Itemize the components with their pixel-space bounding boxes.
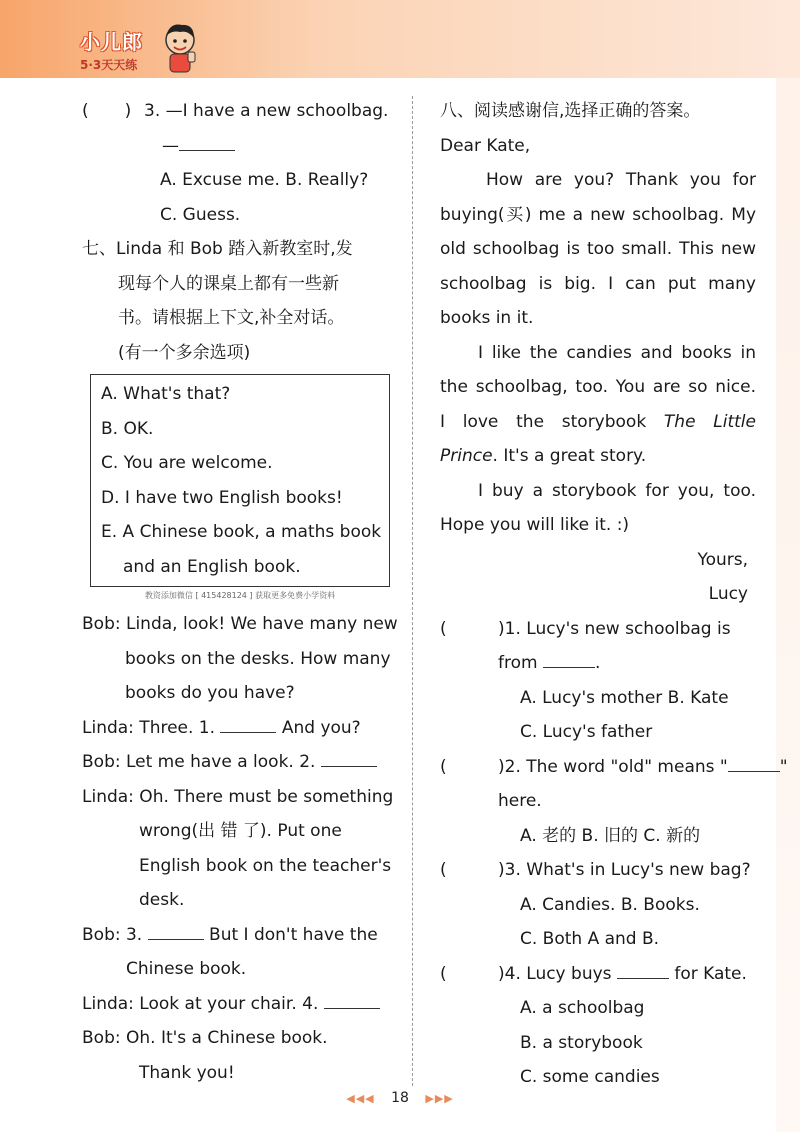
- question-3: [82, 94, 398, 129]
- section-7-line4: (有一个多余选项): [118, 342, 251, 363]
- option-e-cont: and an English book.: [123, 556, 301, 577]
- series-logo: [80, 26, 143, 73]
- section-7-title: 七、Linda 和 Bob 踏入新教室时,发: [82, 239, 353, 259]
- letter-p1-2: buying(买) me a new schoolbag. My: [440, 204, 756, 225]
- letter-closing: Yours,: [697, 549, 748, 570]
- answer-paren[interactable]: ( ): [82, 101, 132, 121]
- linda-line-1: Linda: Three. 1. And you?: [82, 711, 398, 746]
- section-7-line3: 书。请根据上下文,补全对话。: [118, 308, 345, 328]
- book-title: The Little: [663, 411, 756, 432]
- r-question-2b: here.: [498, 791, 542, 811]
- watermark-note: 教资添加微信 [ 415428124 ] 获取更多免费小学资料: [144, 591, 336, 600]
- r-q4-option-a: A. a schoolbag: [520, 998, 645, 1018]
- options-box: [90, 374, 390, 587]
- page-number: 18: [391, 1090, 409, 1106]
- letter-p1-4: schoolbag is big. I can put many: [440, 273, 756, 294]
- section-8-title: 八、阅读感谢信,选择正确的答案。: [440, 101, 701, 121]
- option-e: E. A Chinese book, a maths book: [101, 522, 382, 542]
- letter-p2-2: the schoolbag, too. You are so nice.: [440, 377, 756, 397]
- letter-p1-3: old schoolbag is too small. This new: [440, 239, 756, 259]
- letter-p2-3: I love the storybook The Little: [440, 411, 756, 432]
- prev-arrows-icon: ◀◀◀: [346, 1092, 375, 1105]
- logo-title: 小儿郎: [80, 30, 143, 54]
- letter-signature: Lucy: [708, 584, 748, 604]
- letter-p2-4: Prince. It's a great story.: [440, 446, 647, 466]
- blank-3[interactable]: [148, 921, 204, 940]
- dialogue: [82, 607, 398, 1090]
- letter-p1-5: books in it.: [440, 308, 534, 328]
- letter-p2-1: I like the candies and books in: [478, 342, 756, 363]
- question-number: 3.: [144, 101, 161, 121]
- linda-line-2d: desk.: [139, 890, 185, 910]
- bob-line-1c: books do you have?: [125, 683, 295, 703]
- r-question-2: ( )2. The word "old" means " ": [440, 750, 756, 785]
- page-footer: [0, 1090, 800, 1106]
- options-ab: A. Excuse me. B. Really?: [160, 170, 369, 190]
- option-c: C. Guess.: [160, 204, 241, 225]
- bob-line-3: Bob: 3. But I don't have the: [82, 918, 398, 953]
- option-c-box: C. You are welcome.: [101, 453, 273, 473]
- linda-line-2c: English book on the teacher's: [139, 855, 392, 876]
- r-q4-option-b: B. a storybook: [520, 1032, 643, 1053]
- letter-p3-2: Hope you will like it. :): [440, 515, 630, 535]
- answer-line: —: [82, 129, 398, 164]
- blank-4[interactable]: [324, 990, 380, 1009]
- answer-blank[interactable]: [179, 132, 235, 151]
- linda-line-2: Linda: Oh. There must be something: [82, 786, 394, 807]
- letter-p1-1: How are you? Thank you for: [486, 170, 756, 190]
- bob-line-1: Bob: Linda, look! We have many new: [82, 614, 398, 634]
- mascot-icon: [160, 22, 200, 76]
- r-q3-option-c: C. Both A and B.: [520, 929, 660, 949]
- r-q1-options-ab: A. Lucy's mother B. Kate: [520, 687, 729, 708]
- page-edge-tint: [776, 0, 800, 1132]
- answer-blank[interactable]: [728, 753, 780, 772]
- answer-blank[interactable]: [543, 649, 595, 668]
- option-a: A. What's that?: [101, 384, 231, 404]
- column-divider: [412, 96, 413, 1086]
- answer-paren[interactable]: (: [440, 618, 447, 639]
- r-question-3: ( )3. What's in Lucy's new bag?: [440, 853, 756, 888]
- bob-line-3b: Chinese book.: [126, 959, 247, 979]
- r-question-1b: from .: [440, 646, 756, 681]
- answer-blank[interactable]: [617, 960, 669, 979]
- book-title-end: Prince: [440, 446, 493, 466]
- bob-line-1b: books on the desks. How many: [125, 648, 391, 669]
- answer-paren[interactable]: (: [440, 860, 447, 880]
- linda-line-3: Linda: Look at your chair. 4.: [82, 987, 398, 1022]
- bob-line-2: Bob: Let me have a look. 2.: [82, 745, 398, 780]
- right-column: [440, 94, 788, 1095]
- bob-line-4b: Thank you!: [139, 1062, 235, 1083]
- option-b: B. OK.: [101, 418, 154, 439]
- logo-subtitle: 5·3天天练: [80, 58, 138, 72]
- r-q1-option-c: C. Lucy's father: [520, 722, 653, 742]
- blank-1[interactable]: [220, 714, 276, 733]
- section-7-line2: 现每个人的课桌上都有一些新: [118, 273, 339, 294]
- r-q3-options-ab: A. Candies. B. Books.: [520, 894, 700, 915]
- bob-line-4: Bob: Oh. It's a Chinese book.: [82, 1028, 328, 1048]
- answer-paren[interactable]: (: [440, 756, 447, 777]
- blank-2[interactable]: [321, 748, 377, 767]
- letter-greeting: Dear Kate,: [440, 135, 531, 156]
- r-question-4: ( )4. Lucy buys for Kate.: [440, 957, 756, 992]
- letter-p3-1: I buy a storybook for you, too.: [478, 480, 756, 501]
- option-d: D. I have two English books!: [101, 487, 343, 508]
- r-question-1: ( )1. Lucy's new schoolbag is: [440, 612, 756, 647]
- next-arrows-icon: ▶▶▶: [425, 1092, 454, 1105]
- r-q4-option-c: C. some candies: [520, 1067, 660, 1087]
- linda-line-2b: wrong(出 错 了). Put one: [139, 821, 342, 841]
- r-q2-options: A. 老的 B. 旧的 C. 新的: [520, 825, 701, 846]
- left-column: [82, 94, 398, 1090]
- answer-paren[interactable]: (: [440, 963, 447, 984]
- question-text: —I have a new schoolbag.: [165, 101, 389, 121]
